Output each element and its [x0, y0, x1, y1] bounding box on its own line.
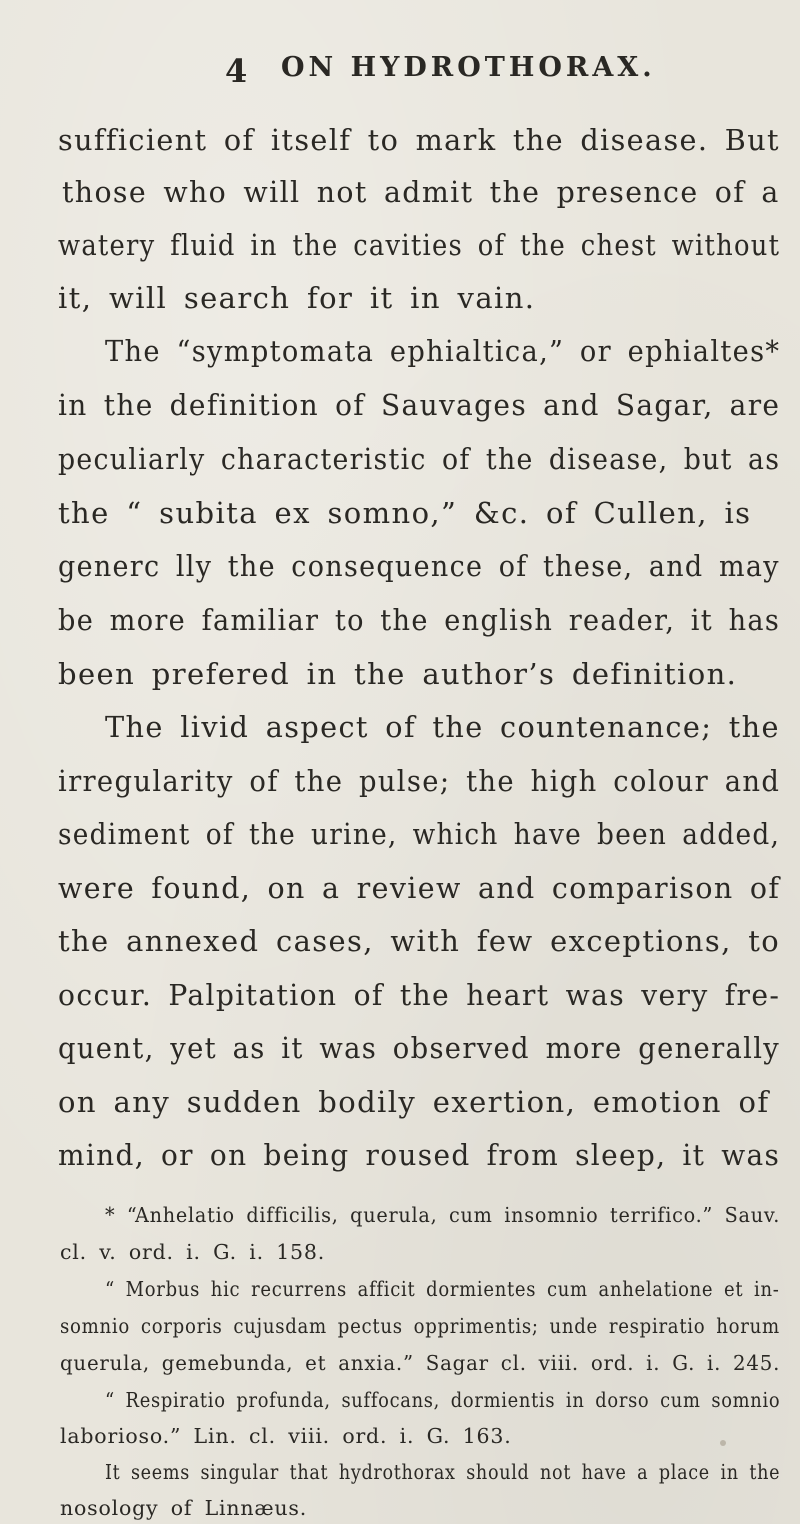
body-line: watery fluid in the cavities of the chest without	[58, 228, 781, 262]
body-line: The livid aspect of the countenance; the	[105, 710, 780, 744]
body-line: sufficient of itself to mark the disease. But	[58, 123, 780, 157]
body-line: the “ subita ex somno,” &c. of Cullen, is	[58, 496, 752, 530]
body-line: peculiarly characteristic of the disease, but as	[58, 442, 781, 476]
footnote-line: * “Anhelatio difficilis, querula, cum insomnio terrifico.” Sauv.	[105, 1203, 781, 1227]
body-line: generc lly the consequence of these, and may	[58, 549, 780, 583]
body-line: mind, or on being roused from sleep, it was	[58, 1138, 781, 1172]
footnote-line: It seems singular that hydrothorax should not have a place in the	[105, 1460, 781, 1484]
running-head	[225, 52, 745, 92]
footnote-line: nosology of Linnæus.	[60, 1496, 308, 1520]
paper-speck	[720, 1440, 726, 1446]
body-line: on any sudden bodily exertion, emotion of	[58, 1085, 770, 1119]
body-line: irregularity of the pulse; the high colour and	[58, 764, 781, 798]
footnote-line: laborioso.” Lin. cl. viii. ord. i. G. 163.	[60, 1424, 512, 1448]
body-line: those who will not admit the presence of a	[62, 175, 780, 209]
body-line: in the definition of Sauvages and Sagar, are	[58, 388, 781, 422]
footnote-line: “ Respiratio profunda, suffocans, dormientis in dorso cum somnio	[105, 1388, 781, 1412]
body-line: were found, on a review and comparison of	[58, 871, 781, 905]
body-line: quent, yet as it was observed more generally	[58, 1031, 781, 1065]
body-line: it, will search for it in vain.	[58, 281, 536, 315]
body-line: been prefered in the author’s definition.	[58, 657, 738, 691]
page-number: 4	[225, 52, 249, 90]
body-line: the annexed cases, with few exceptions, to	[58, 924, 781, 958]
body-line: be more familiar to the english reader, it has	[58, 603, 781, 637]
footnote-line: cl. v. ord. i. G. i. 158.	[60, 1240, 326, 1264]
running-title: ON HYDROTHORAX.	[281, 52, 656, 83]
footnote-line: querula, gemebunda, et anxia.” Sagar cl. viii. ord. i. G. i. 245.	[60, 1351, 781, 1375]
body-line: The “symptomata ephialtica,” or ephialtes*	[105, 334, 781, 368]
footnote-line: somnio corporis cujusdam pectus opprimentis; unde respiratio horum	[60, 1314, 780, 1338]
body-line: sediment of the urine, which have been added,	[58, 817, 781, 851]
body-line: occur. Palpitation of the heart was very fre-	[58, 978, 781, 1012]
footnote-line: “ Morbus hic recurrens afficit dormientes cum anhelatione et in-	[105, 1277, 780, 1301]
